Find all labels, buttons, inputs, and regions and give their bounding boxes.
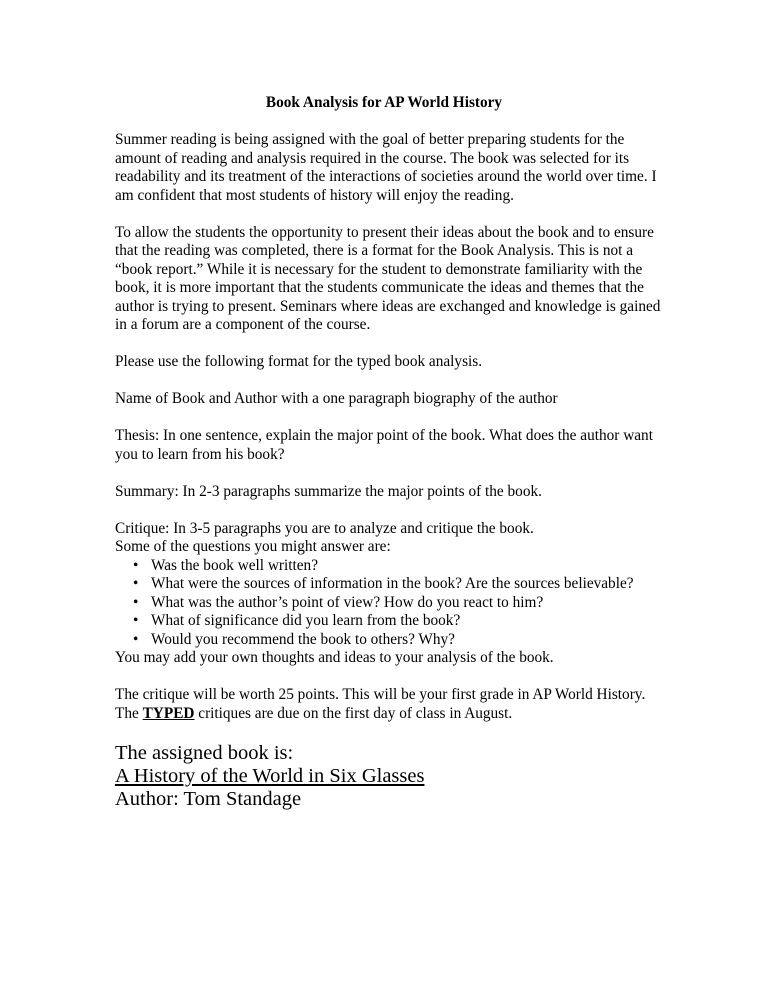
assigned-book-section	[115, 742, 675, 811]
text-line: book, it is more important that the students communicate the ideas and themes that the	[115, 279, 644, 296]
text-line: amount of reading and analysis required in the course. The book was selected for its	[115, 149, 630, 167]
text-line: readability and its treatment of the interactions of societies around the world over time. I	[115, 168, 657, 185]
question-text: What of significance did you learn from the book?	[151, 612, 461, 629]
document-page	[115, 94, 675, 811]
summary-paragraph: Summary: In 2-3 paragraphs summarize the major points of the book.	[115, 482, 542, 500]
book-author: Author: Tom Standage	[115, 787, 302, 810]
bullet-icon: •	[133, 593, 139, 611]
bullet-icon: •	[133, 575, 139, 592]
text-line: am confident that most students of history will enjoy the reading.	[115, 186, 514, 204]
question-text: What was the author’s point of view? How do you react to him?	[151, 593, 544, 611]
text-line: “book report.” While it is necessary for the student to demonstrate familiarity with the	[115, 260, 643, 278]
text-line: that the reading was completed, there is a format for the Book Analysis. This is not a	[115, 242, 633, 259]
name-of-book-paragraph: Name of Book and Author with a one paragraph biography of the author	[115, 390, 558, 407]
text-line: you to learn from his book?	[115, 445, 285, 463]
question-text: Would you recommend the book to others? Why?	[151, 630, 455, 648]
critique-question-list	[115, 557, 675, 650]
format-paragraph	[115, 224, 675, 335]
critique-intro: Critique: In 3-5 paragraphs you are to analyze and critique the book.	[115, 519, 534, 537]
list-item	[115, 557, 675, 576]
text-line	[115, 705, 675, 724]
bullet-icon: •	[133, 612, 139, 629]
list-item	[115, 631, 675, 650]
list-item	[115, 575, 675, 594]
typed-emphasis: TYPED	[142, 704, 195, 722]
text-line: Thesis: In one sentence, explain the major point of the book. What does the author want	[115, 427, 653, 444]
text-line: author is trying to present. Seminars where ideas are exchanged and knowledge is gained	[115, 297, 661, 315]
text-fragment: critiques are due on the first day of class in August.	[194, 704, 513, 722]
grading-paragraph	[115, 686, 675, 723]
text-line: The critique will be worth 25 points. This will be your first grade in AP World History.	[115, 686, 646, 703]
bullet-icon: •	[133, 556, 139, 574]
bullet-icon: •	[133, 630, 139, 648]
thesis-paragraph	[115, 427, 675, 464]
text-line: Summer reading is being assigned with the goal of better preparing students for the	[115, 131, 625, 148]
please-use-paragraph: Please use the following format for the typed book analysis.	[115, 353, 483, 370]
question-text: Was the book well written?	[151, 556, 318, 574]
list-item	[115, 612, 675, 631]
document-title: Book Analysis for AP World History	[265, 94, 503, 111]
text-line: To allow the students the opportunity to present their ideas about the book and to ensure	[115, 223, 654, 241]
text-line: in a forum are a component of the course.	[115, 316, 371, 333]
critique-closing: You may add your own thoughts and ideas to your analysis of the book.	[115, 649, 554, 666]
question-text: What were the sources of information in the book? Are the sources believable?	[151, 575, 634, 592]
critique-section	[115, 520, 675, 668]
assigned-label: The assigned book is:	[115, 741, 294, 764]
intro-paragraph	[115, 131, 675, 205]
list-item	[115, 594, 675, 613]
critique-questions-intro: Some of the questions you might answer are:	[115, 538, 391, 555]
text-fragment: The	[115, 704, 143, 722]
book-title: A History of the World in Six Glasses	[115, 764, 425, 787]
